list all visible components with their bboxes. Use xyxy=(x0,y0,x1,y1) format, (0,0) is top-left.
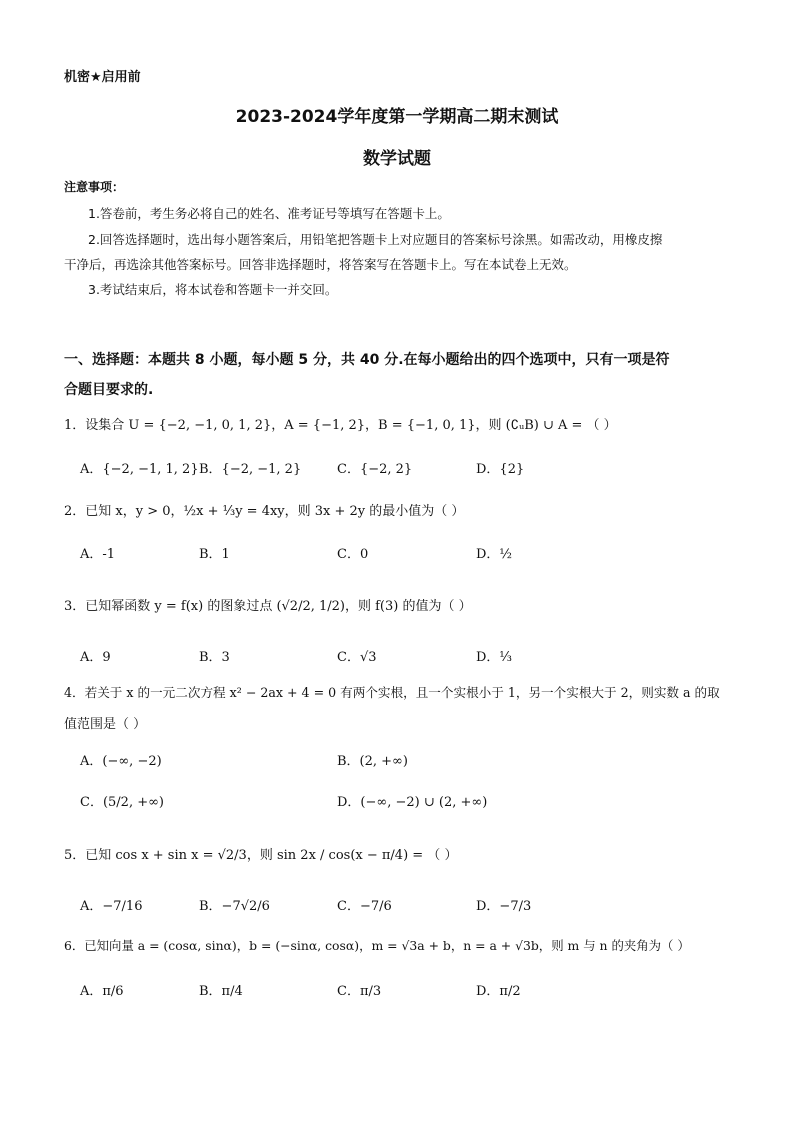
question-3-option-b: B．3 xyxy=(199,650,230,665)
question-3-option-a: A．9 xyxy=(80,650,111,665)
question-1-option-b: B．{−2, −1, 2} xyxy=(199,462,302,477)
question-3-option-d: D．⅓ xyxy=(476,650,513,665)
notice-item-1: 1.答卷前，考生务必将自己的姓名、准考证号等填写在答题卡上。 xyxy=(88,206,450,221)
notice-item-2a: 2.回答选择题时，选出每小题答案后，用铅笔把答题卡上对应题目的答案标号涂黑。如需改动，用橡皮擦 xyxy=(88,232,663,247)
question-4-option-c: C．(5/2, +∞) xyxy=(80,795,164,810)
question-1-option-c: C．{−2, 2} xyxy=(337,462,413,477)
question-1-option-a: A．{−2, −1, 1, 2} xyxy=(80,462,199,477)
question-5-stem: 5．已知 cos x + sin x = √2/3，则 sin 2x / cos(x − π/4) = （ ） xyxy=(64,848,458,863)
exam-title: 2023-2024学年度第一学期高二期末测试 xyxy=(235,107,559,127)
question-4-option-a: A．(−∞, −2) xyxy=(80,754,162,769)
question-5-option-d: D．−7/3 xyxy=(476,899,532,914)
section-heading-line1: 一、选择题：本题共 8 小题，每小题 5 分，共 40 分.在每小题给出的四个选项中，只有一项是符 xyxy=(64,352,670,368)
question-4-stem-line1: 4．若关于 x 的一元二次方程 x² − 2ax + 4 = 0 有两个实根，且一个实根小于 1，另一个实根大于 2，则实数 a 的取 xyxy=(64,685,720,700)
notice-item-3: 3.考试结束后，将本试卷和答题卡一并交回。 xyxy=(88,282,338,297)
question-4-option-b: B．(2, +∞) xyxy=(337,754,408,769)
question-5-option-b: B．−7√2/6 xyxy=(199,899,270,914)
exam-subtitle: 数学试题 xyxy=(363,149,431,169)
notice-item-2b: 干净后，再选涂其他答案标号。回答非选择题时，将答案写在答题卡上。写在本试卷上无效。 xyxy=(64,257,577,272)
question-6-option-b: B．π/4 xyxy=(199,984,243,999)
question-5-option-a: A．−7/16 xyxy=(80,899,143,914)
question-6-option-a: A．π/6 xyxy=(80,984,124,999)
question-6-stem: 6．已知向量 a = (cosα, sinα)，b = (−sinα, cosα)，m = √3a + b，n = a + √3b，则 m 与 n 的夹角为（ ） xyxy=(64,938,690,953)
question-5-option-c: C．−7/6 xyxy=(337,899,392,914)
question-2-option-c: C．0 xyxy=(337,547,369,562)
question-4-stem-line2: 值范围是（ ） xyxy=(64,717,147,732)
question-1-stem: 1．设集合 U = {−2, −1, 0, 1, 2}，A = {−1, 2}，B = {−1, 0, 1}，则 (∁ᵤB) ∪ A = （ ） xyxy=(64,418,617,433)
question-3-stem: 3．已知幂函数 y = f(x) 的图象过点 (√2/2, 1/2)，则 f(3) 的值为（ ） xyxy=(64,599,472,614)
question-2-stem: 2．已知 x，y > 0，½x + ⅓y = 4xy，则 3x + 2y 的最小值为（ ） xyxy=(64,504,465,519)
question-2-option-d: D．½ xyxy=(476,547,513,562)
question-1-option-d: D．{2} xyxy=(476,462,525,477)
question-2-option-b: B．1 xyxy=(199,547,230,562)
notice-heading: 注意事项： xyxy=(64,180,125,194)
question-4-option-d: D．(−∞, −2) ∪ (2, +∞) xyxy=(337,795,488,810)
question-2-option-a: A．-1 xyxy=(80,547,116,562)
question-6-option-c: C．π/3 xyxy=(337,984,382,999)
question-6-option-d: D．π/2 xyxy=(476,984,521,999)
confidential-mark: 机密★启用前 xyxy=(64,70,141,85)
section-heading-line2: 合题目要求的. xyxy=(64,382,154,398)
question-3-option-c: C．√3 xyxy=(337,650,377,665)
